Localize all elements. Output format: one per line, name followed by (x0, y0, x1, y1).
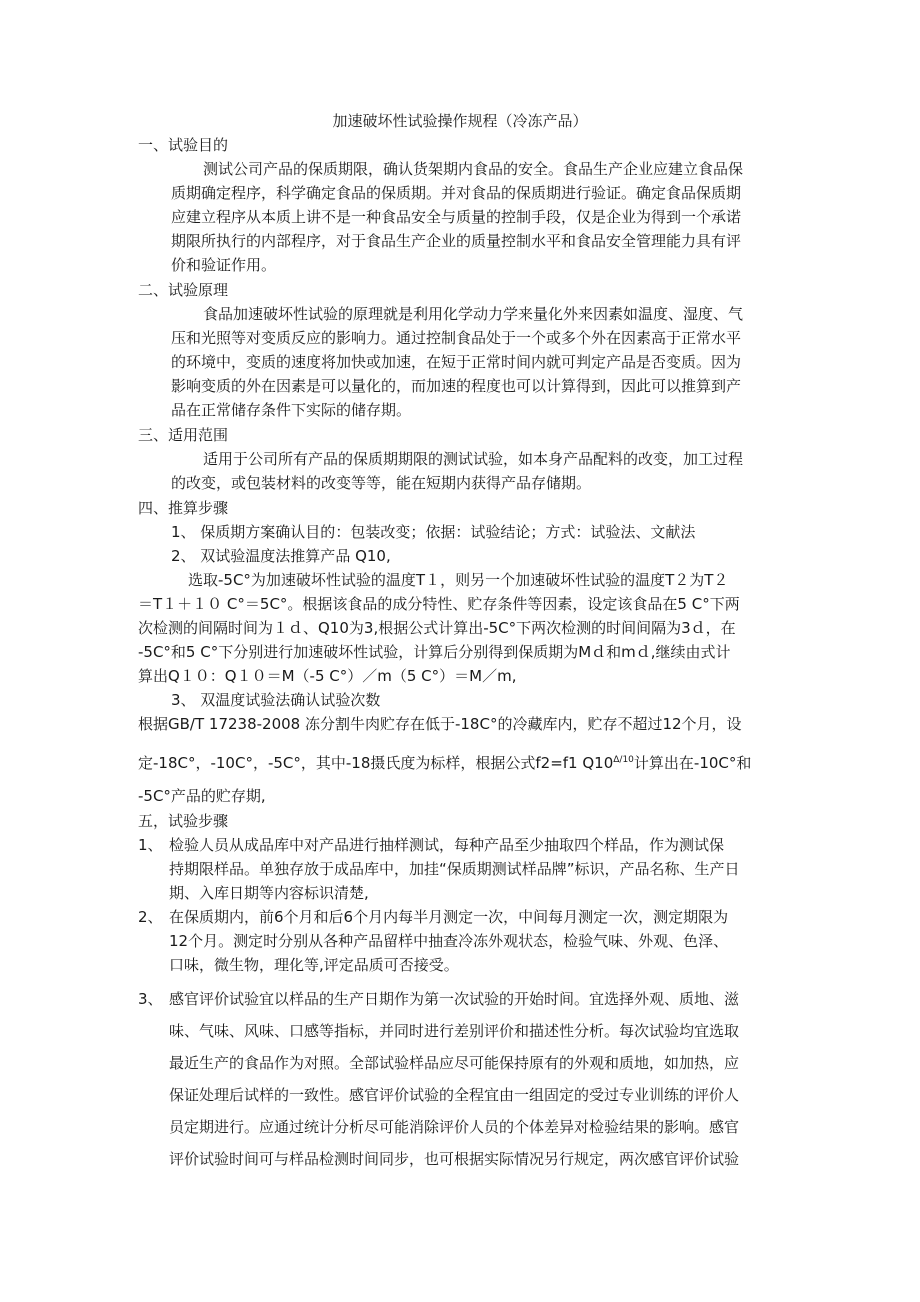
formula-superscript: Δ/10 (613, 755, 634, 765)
list-item-number: 3、 (138, 990, 163, 1008)
list-item-line: 员定期进行。应通过统计分析尽可能消除评价人员的个体差异对检验结果的影响。感官 (169, 1118, 740, 1136)
paragraph-line: 选取-5C°为加速破坏性试验的温度T１，则另一个加速破坏性试验的温度T２为T２ (188, 571, 729, 589)
formula-text: 定-18C°，-10C°，-5C°，其中-18摄氏度为标样，根据公式f2=f1 Q10 (138, 754, 614, 772)
paragraph-line: 食品加速破坏性试验的原理就是利用化学动力学来量化外来因素如温度、湿度、气 (203, 305, 744, 323)
list-item-line: 在保质期内，前6个月和后6个月内每半月测定一次，中间每月测定一次，测定期限为 (169, 908, 729, 926)
paragraph-line: 应建立程序从本质上讲不是一种食品安全与质量的控制手段，仅是企业为得到一个承诺 (171, 208, 742, 226)
paragraph-line: ＝T１＋１０ C°＝5C°。根据该食品的成分特性、贮存条件等因素，设定该食品在5 C°下两 (138, 595, 740, 613)
section-5-heading: 五，试验步骤 (138, 812, 229, 830)
list-item-line: 最近生产的食品作为对照。全部试验样品应尽可能保持原有的外观和质地，如加热，应 (169, 1054, 740, 1072)
section-2-heading: 二、试验原理 (138, 281, 229, 299)
paragraph-line: 期限所执行的内部程序，对于食品生产企业的质量控制水平和食品安全管理能力具有评 (171, 232, 742, 250)
formula-line (138, 752, 751, 774)
paragraph-line: 适用于公司所有产品的保质期期限的测试试验，如本身产品配料的改变，加工过程 (203, 450, 744, 468)
paragraph-line: 测试公司产品的保质期限，确认货架期内食品的安全。食品生产企业应建立食品保 (203, 160, 744, 178)
section-1-heading: 一、试验目的 (138, 136, 229, 154)
step-item-2: 2、 双试验温度法推算产品 Q10, (171, 547, 391, 565)
list-item-line: 保证处理后试样的一致性。感官评价试验的全程宜由一组固定的受过专业训练的评价人 (169, 1086, 740, 1104)
paragraph-line: 的环境中，变质的速度将加快或加速，在短于正常时间内就可判定产品是否变质。因为 (171, 353, 742, 371)
list-item-line: 检验人员从成品库中对产品进行抽样测试，每种产品至少抽取四个样品，作为测试保 (169, 836, 725, 854)
paragraph-line: 价和验证作用。 (171, 256, 277, 274)
section-4-heading: 四、推算步骤 (138, 499, 229, 517)
list-item-line: 口味，微生物，理化等,评定品质可否接受。 (169, 956, 459, 974)
list-item-line: 12个月。测定时分别从各种产品留样中抽查冷冻外观状态，检验气味、外观、色泽、 (169, 932, 729, 950)
step-item-1: 1、 保质期方案确认目的：包装改变；依据：试验结论；方式：试验法、文献法 (171, 523, 696, 541)
paragraph-line: 质期确定程序，科学确定食品的保质期。并对食品的保质期进行验证。确定食品保质期 (171, 184, 742, 202)
section-3-heading: 三、适用范围 (138, 426, 229, 444)
formula-text-tail: 计算出在-10C°和 (633, 754, 752, 772)
document-title: 加速破坏性试验操作规程（冷冻产品） (332, 112, 588, 130)
list-item-line: 期、入库日期等内容标识清楚, (169, 884, 369, 902)
paragraph-line: 压和光照等对变质反应的影响力。通过控制食品处于一个或多个外在因素高于正常水平 (171, 329, 742, 347)
paragraph-line: 算出Q１０：Q１０＝M（-5 C°）／m（5 C°）＝M／m, (138, 667, 517, 685)
list-item-line: 评价试验时间可与样品检测时间同步，也可根据实际情况另行规定，两次感官评价试验 (169, 1150, 740, 1168)
list-item-number: 1、 (138, 836, 163, 854)
paragraph-line: 影响变质的外在因素是可以量化的，而加速的程度也可以计算得到，因此可以推算到产 (171, 377, 742, 395)
step-item-3: 3、 双温度试验法确认试验次数 (171, 691, 381, 709)
list-item-line: 感官评价试验宜以样品的生产日期作为第一次试验的开始时间。宜选择外观、质地、滋 (169, 990, 740, 1008)
list-item-line: 味、气味、风味、口感等指标，并同时进行差别评价和描述性分析。每次试验均宜选取 (169, 1022, 740, 1040)
list-item-line: 持期限样品。单独存放于成品库中，加挂“保质期测试样品牌”标识，产品名称、生产日 (169, 860, 740, 878)
paragraph-line: -5C°产品的贮存期, (138, 787, 266, 805)
paragraph-line: 的改变，或包装材料的改变等等，能在短期内获得产品存储期。 (171, 474, 592, 492)
paragraph-line: 次检测的间隔时间为１ｄ、Q10为3,根据公式计算出-5C°下两次检测的时间间隔为3ｄ，在 (138, 619, 736, 637)
paragraph-line: 根据GB/T 17238-2008 冻分割牛肉贮存在低于-18C°的冷藏库内，贮存不超过12个月，设 (138, 715, 742, 733)
paragraph-line: -5C°和5 C°下分别进行加速破坏性试验，计算后分别得到保质期为Mｄ和mｄ,继续由式计 (138, 643, 731, 661)
list-item-number: 2、 (138, 908, 163, 926)
paragraph-line: 品在正常储存条件下实际的储存期。 (171, 401, 412, 419)
